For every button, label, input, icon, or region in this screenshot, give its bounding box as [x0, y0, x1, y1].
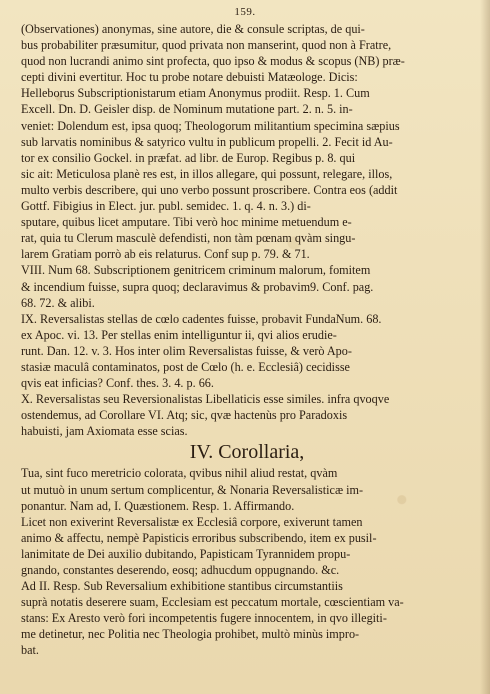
text-block-after-heading — [21, 465, 473, 658]
text-line: Tua, sint fuco meretricio colorata, qvibus nihil aliud restat, qvàm — [21, 466, 338, 481]
text-line: me detinetur, nec Politia nec Theologia prohibet, multò minùs impro- — [21, 627, 360, 642]
text-line: Helleborus Subscriptionistarum etiam Anonymus prodiit. Resp. 1. Cum — [21, 86, 370, 101]
text-line: veniet: Dolendum est, ipsa quoq; Theologorum militantium specimina sæpius — [21, 118, 400, 133]
text-line: & incendium fuisse, supra quoq; declaravimus & probavim9. Conf. pag. — [21, 279, 374, 294]
text-line: Licet non exiverint Reversalistæ ex Ecclesiâ corpore, exiverunt tamen — [21, 514, 363, 529]
text-line: tor ex consilio Gockel. in præfat. ad libr. de Europ. Regibus p. 8. qui — [21, 150, 356, 165]
text-line: runt. Dan. 12. v. 3. Hos inter olim Reversalistas fuisse, & verò Apo- — [21, 343, 352, 358]
text-line: suprà notatis deserere suam, Ecclesiam est peccatum mortale, cœscientiam va- — [21, 595, 404, 610]
text-line: stasiæ maculâ contaminatos, post de Cœlo (h. e. Ecclesiâ) cecidisse — [21, 359, 350, 374]
text-line: Gottf. Fibigius in Elect. jur. publ. semidec. 1. q. 4. n. 3.) di- — [21, 199, 311, 214]
text-line: Excell. Dn. D. Geisler disp. de Nominum mutatione part. 2. n. 5. in- — [21, 102, 353, 117]
text-line: 68. 72. & alibi. — [21, 295, 95, 310]
text-line: bat. — [21, 643, 39, 658]
text-line: Ad II. Resp. Sub Reversalium exhibitione stantibus circumstantiis — [21, 579, 343, 594]
text-line: X. Reversalistas seu Reversionalistas Libellaticis esse similes. infra qvoqve — [21, 392, 390, 407]
text-line: habuisti, jam Axiomata esse scias. — [21, 424, 188, 439]
text-block-before-heading — [21, 21, 473, 439]
text-line: multo verbis describere, qui uno verbo possunt proscribere. Contra eos (addit — [21, 182, 398, 197]
text-line: sic ait: Meticulosa planè res est, in illos allegare, qui possunt, relegare, illos, — [21, 166, 393, 181]
text-line: larem Gratiam porrò ab eis relaturus. Conf sup p. 79. & 71. — [21, 247, 310, 262]
text-line: ex Apoc. vi. 13. Per stellas enim intelliguntur ii, qvi alios erudie- — [21, 327, 337, 342]
text-line: quod non lucrandi animo sint profecta, quo ipso & modus & scopus (NB) præ- — [21, 54, 405, 69]
text-line: bus probabiliter præsumitur, quod privata non manserint, quod non à Fratre, — [21, 38, 392, 53]
text-line: rat, quia tu Clerum masculè defendisti, non tàm pœnam qvàm singu- — [21, 231, 356, 246]
text-line: qvis eat inficias? Conf. thes. 3. 4. p. 66. — [21, 376, 214, 391]
page-edge-shadow — [480, 0, 490, 694]
text-line: gnando, constantes deserendo, eosq; adhucdum oppugnando. &c. — [21, 563, 340, 577]
text-line: lanimitate de Dei auxilio dubitando, Papisticam Tyrannidem propu- — [21, 546, 351, 561]
text-line: animo & affectu, nempè Papisticis erroribus subscribendo, item ex pusil- — [21, 530, 377, 545]
text-line: (Observationes) anonymas, sine autore, die & consule scriptas, de qui- — [21, 22, 365, 36]
section-heading: IV. Corollaria, — [189, 441, 305, 464]
text-line: stans: Ex Aresto verò fori incompetentis fugere innocentem, in qvo illegiti- — [21, 611, 387, 626]
text-line: ostendemus, ad Corollare VI. Atq; sic, qvæ hactenùs pro Paradoxis — [21, 408, 348, 423]
body-text — [21, 21, 473, 659]
page-number: 159. — [234, 6, 256, 18]
text-line: sputare, quibus licet amputare. Tibi verò hoc minime metuendum e- — [21, 215, 352, 230]
text-line: sub larvatis nominibus & satyrico vultu in publicum propelli. 2. Fecit id Au- — [21, 134, 393, 149]
text-line: VIII. Num 68. Subscriptionem genitricem criminum malorum, fomitem — [21, 263, 371, 278]
text-line: ut mutuò in unum sertum complicentur, & Nonaria Reversalisticæ im- — [21, 482, 364, 497]
text-line: ponantur. Nam ad, I. Quæstionem. Resp. 1. Affirmando. — [21, 498, 295, 513]
text-line: cepti divini evertitur. Hoc tu probe notare debuisti Matæologe. Dicis: — [21, 70, 358, 85]
text-line: IX. Reversalistas stellas de cœlo cadentes fuisse, probavit FundaNum. 68. — [21, 311, 382, 326]
